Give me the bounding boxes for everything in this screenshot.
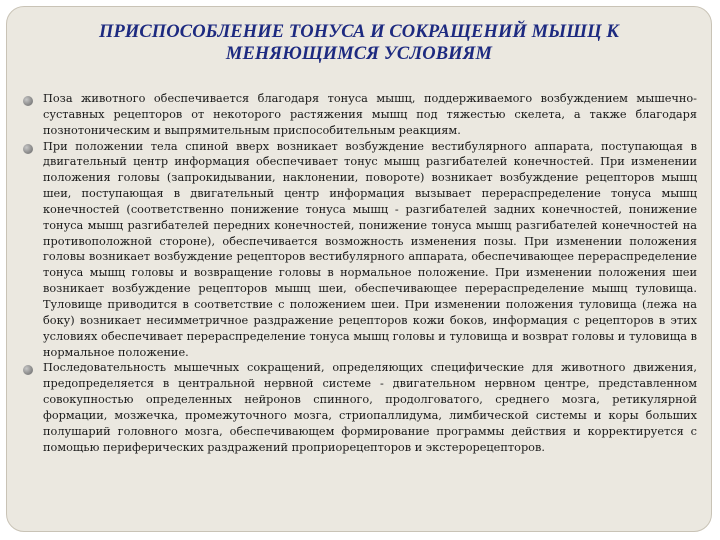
slide-title: ПРИСПОСОБЛЕНИЕ ТОНУСА И СОКРАЩЕНИЙ МЫШЦ К МЕНЯЮЩИМСЯ УСЛОВИЯМ: [98, 22, 620, 64]
bullet-text: Последовательность мышечных сокращений, определяющих специфические для животного движения, предопределяется в центральной нервной системе - двигательном нервном центре, представленном совокупностью определенных нейронов спинного, продолговатого, среднего мозга, ретикулярной формации, мозжечка, промежуточного мозга, стриопаллидума, лимбической системы и коры больших полушарий головного мозга, обеспечивающем формирование программы действия и корректируется с помощью периферических раздражений проприорецепторов и экстерорецепторов.: [43, 361, 697, 454]
bullet-item-posture: [21, 91, 697, 139]
slide-frame: [6, 6, 712, 532]
bullet-list: [21, 91, 697, 455]
bullet-item-movement-sequence: [21, 360, 697, 455]
bullet-marker-icon: [23, 365, 33, 375]
bullet-text: Поза животного обеспечивается благодаря тонуса мышц, поддерживаемого возбуждением мышечно-суставных рецепторов от некоторого растяжения мышц под тяжестью скелета, а также благодаря познотоническим и выпрямительным приспособительным реакциям.: [43, 92, 697, 137]
bullet-marker-icon: [23, 96, 33, 106]
bullet-text: При положении тела спиной вверх возникает возбуждение вестибулярного аппарата, поступающая в двигательный центр информация обеспечивает тонус мышц разгибателей конечностей. При изменении положения головы (запрокидывании, наклонении, повороте) возникает возбуждение рецепторов мышц шеи, поступающая в двигательный центр информация вызывает перераспределение тонуса мышц конечностей (соответственно понижение тонуса мышц - разгибателей задних конечностей, понижение тонуса мышц разгибателей передних конечностей, понижение тонуса мышц разгибателей конечностей на противоположной стороне), обеспечивается возможность изменения позы. При изменении положения головы возникает возбуждение рецепторов вестибулярного аппарата, обеспечивающее перераспределение тонуса мышц головы и возвращение головы в нормальное положение. При изменении положения шеи возникает возбуждение рецепторов мышц шеи, обеспечивающее перераспределение мышц туловища. Туловище приводится в соответствие с положением шеи. При изменении положения туловища (лежа на боку) возникает несимметричное раздражение рецепторов кожи боков, информация с рецепторов в этих условиях обеспечивает перераспределение тонуса мышц головы и туловища и возврат головы и туловища в нормальное положение.: [43, 139, 697, 359]
bullet-marker-icon: [23, 144, 33, 154]
bullet-item-position-reflexes: [21, 139, 697, 361]
